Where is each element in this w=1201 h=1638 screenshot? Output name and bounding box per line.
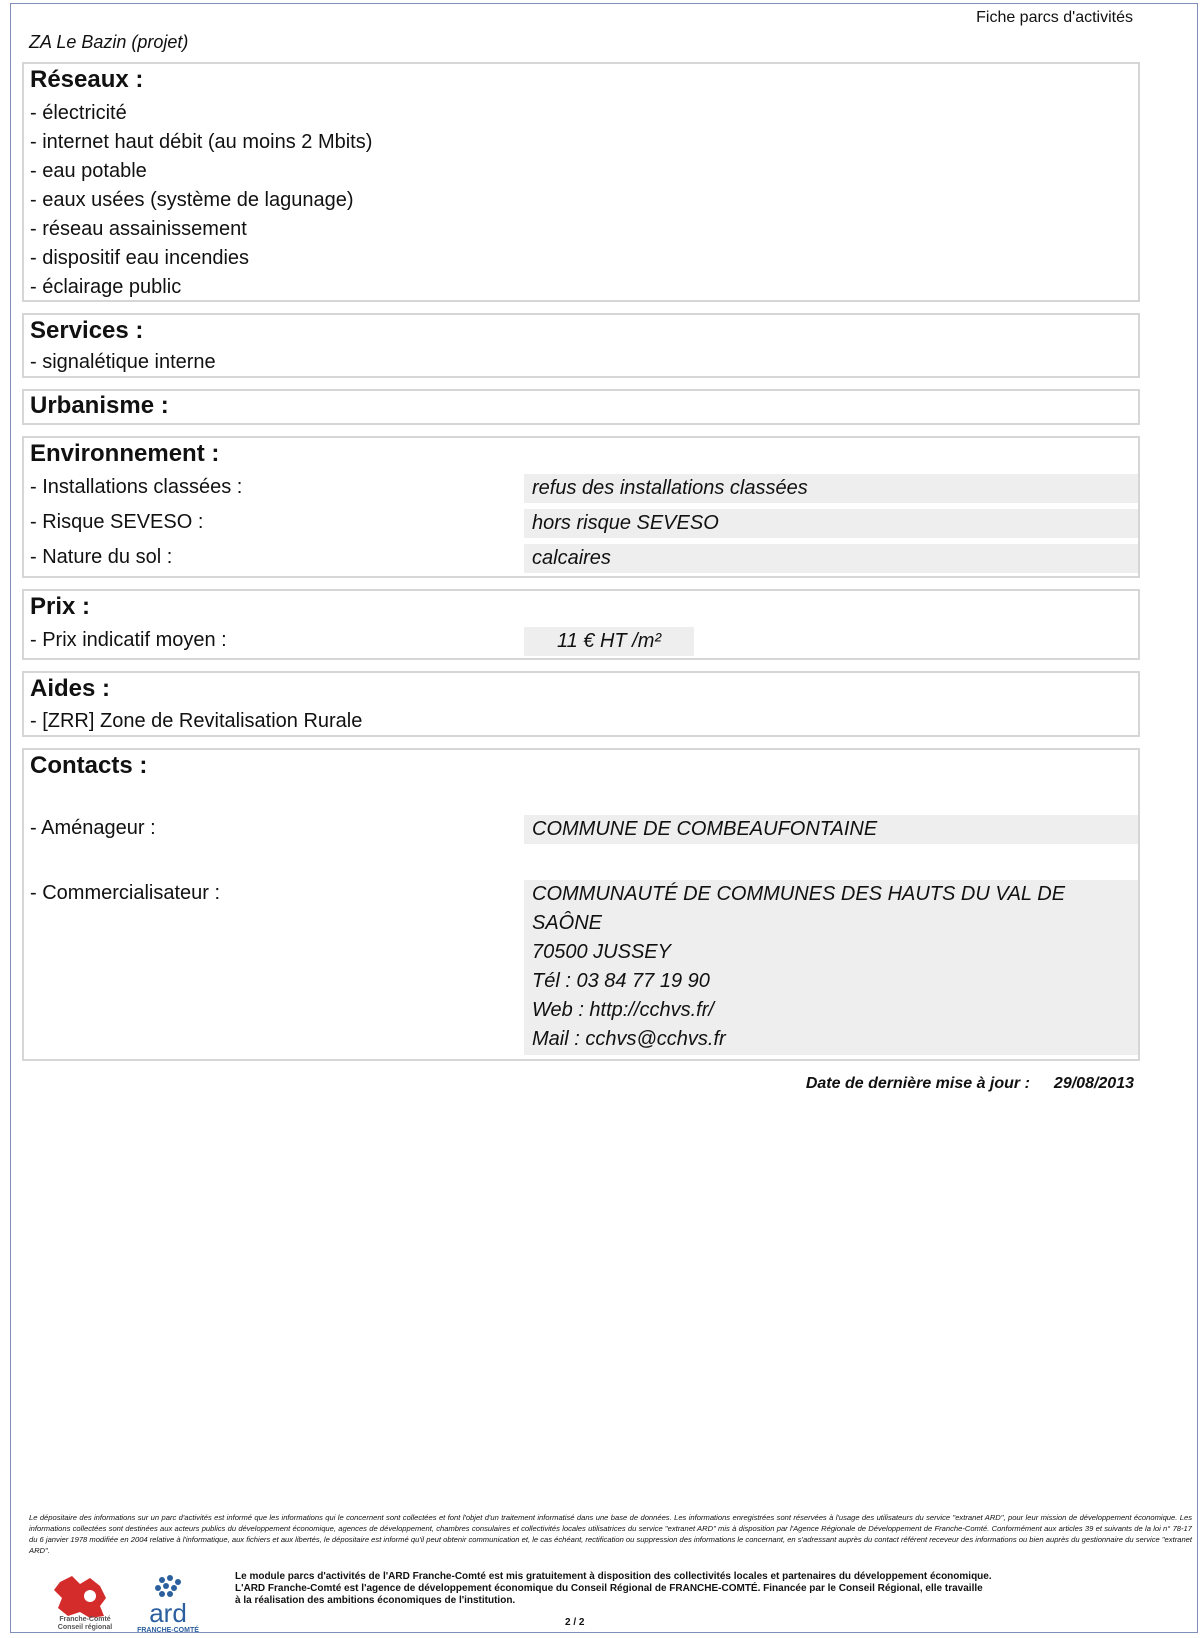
field-label: - Aménageur :	[30, 817, 156, 839]
last-update	[806, 1075, 1134, 1093]
urbanisme-section	[22, 389, 1140, 425]
contacts-section	[22, 748, 1140, 1061]
field-label: - Commercialisateur :	[30, 882, 221, 904]
privacy-disclaimer: Le dépositaire des informations sur un parc d'activités est informé que les informations qui le concernent sont collectées et font l'objet d'un traitement informatisé dans une base de données. Les informations enregistrées sont réservées à l'usage des utilisateurs du service "extranet ARD", pour leur mission de développement économique. Les informations collectées sont destinées aux acteurs publics du développement économique, agences de développement, chambres consulaires et collectivités locales utilisatrices du service "extranet ARD" mis à disposition par l'Agence Régionale de Développement de Franche-Comté. Conformément aux articles 39 et suivants de la loi n° 78-17 du 6 janvier 1978 modifiée en 2004 relative à l'informatique, aux fichiers et aux libertés, le dépositaire est informé qu'il peut obtenir communication et, le cas échéant, rectification ou suppression des informations le concernant, en s'adressant auprès du contact référent receveur des informations ou bien auprès du gestionnaire du service "extranet ARD".	[29, 1513, 1192, 1555]
contact-line: COMMUNAUTÉ DE COMMUNES DES HAUTS DU VAL DE	[532, 883, 1066, 905]
contact-web[interactable]: Web : http://cchvs.fr/	[532, 999, 714, 1021]
field-value: refus des installations classées	[524, 474, 1138, 503]
ard-logo-text: ard	[149, 1598, 187, 1628]
list-item: - signalétique interne	[30, 351, 216, 373]
list-item: - réseau assainissement	[30, 218, 247, 240]
last-update-date: 29/08/2013	[1053, 1075, 1134, 1092]
list-item: - eau potable	[30, 160, 147, 182]
amenageur-value: COMMUNE DE COMBEAUFONTAINE	[524, 815, 1138, 844]
list-item: - internet haut débit (au moins 2 Mbits)	[30, 131, 373, 153]
field-label: - Nature du sol :	[30, 546, 173, 568]
list-item: - dispositif eau incendies	[30, 247, 250, 269]
urbanisme-title: Urbanisme :	[30, 392, 169, 419]
aides-title: Aides :	[30, 675, 111, 702]
prix-section	[22, 589, 1140, 660]
ard-logo-sub: FRANCHE-COMTÉ	[137, 1627, 199, 1634]
commercialisateur-value	[524, 880, 1138, 1055]
field-label: - Prix indicatif moyen :	[30, 629, 227, 651]
prix-title: Prix :	[30, 593, 91, 620]
reseaux-section	[22, 62, 1140, 302]
module-note: Le module parcs d'activités de l'ARD Franche-Comté est mis gratuitement à disposition des collectivités locales et partenaires du développement économique. L'ARD Franche-Comté est l'agence de développement économique du Conseil Régional de FRANCHE-COMTÉ. Financée par le Conseil Régional, elle travaille à la réalisation des ambitions économiques de l'institution.	[235, 1571, 992, 1606]
franche-comte-logo-text: Franche-Comté Conseil régional	[57, 1616, 113, 1631]
environnement-title: Environnement :	[30, 440, 220, 467]
services-title: Services :	[30, 317, 144, 344]
list-item: - éclairage public	[30, 276, 182, 298]
services-section	[22, 313, 1140, 378]
contact-line: Tél : 03 84 77 19 90	[532, 970, 710, 992]
list-item: - [ZRR] Zone de Revitalisation Rurale	[30, 710, 363, 732]
contacts-title: Contacts :	[30, 752, 148, 779]
list-item: - électricité	[30, 102, 127, 124]
field-label: - Risque SEVESO :	[30, 511, 204, 533]
page-number: 2 / 2	[565, 1617, 585, 1628]
list-item: - eaux usées (système de lagunage)	[30, 189, 354, 211]
contact-line: 70500 JUSSEY	[532, 941, 671, 963]
price-value: 11 € HT /m²	[524, 627, 694, 656]
reseaux-title: Réseaux :	[30, 66, 144, 93]
document-type: Fiche parcs d'activités	[976, 9, 1133, 26]
environnement-section	[22, 436, 1140, 578]
contact-line: SAÔNE	[532, 912, 603, 934]
ard-logo	[136, 1570, 201, 1634]
last-update-label: Date de dernière mise à jour :	[805, 1075, 1030, 1092]
field-value: calcaires	[524, 544, 1138, 573]
contact-mail[interactable]: Mail : cchvs@cchvs.fr	[532, 1028, 726, 1050]
field-value: hors risque SEVESO	[524, 509, 1138, 538]
zone-name: ZA Le Bazin (projet)	[29, 32, 189, 52]
field-label: - Installations classées :	[30, 476, 243, 498]
aides-section	[22, 671, 1140, 737]
